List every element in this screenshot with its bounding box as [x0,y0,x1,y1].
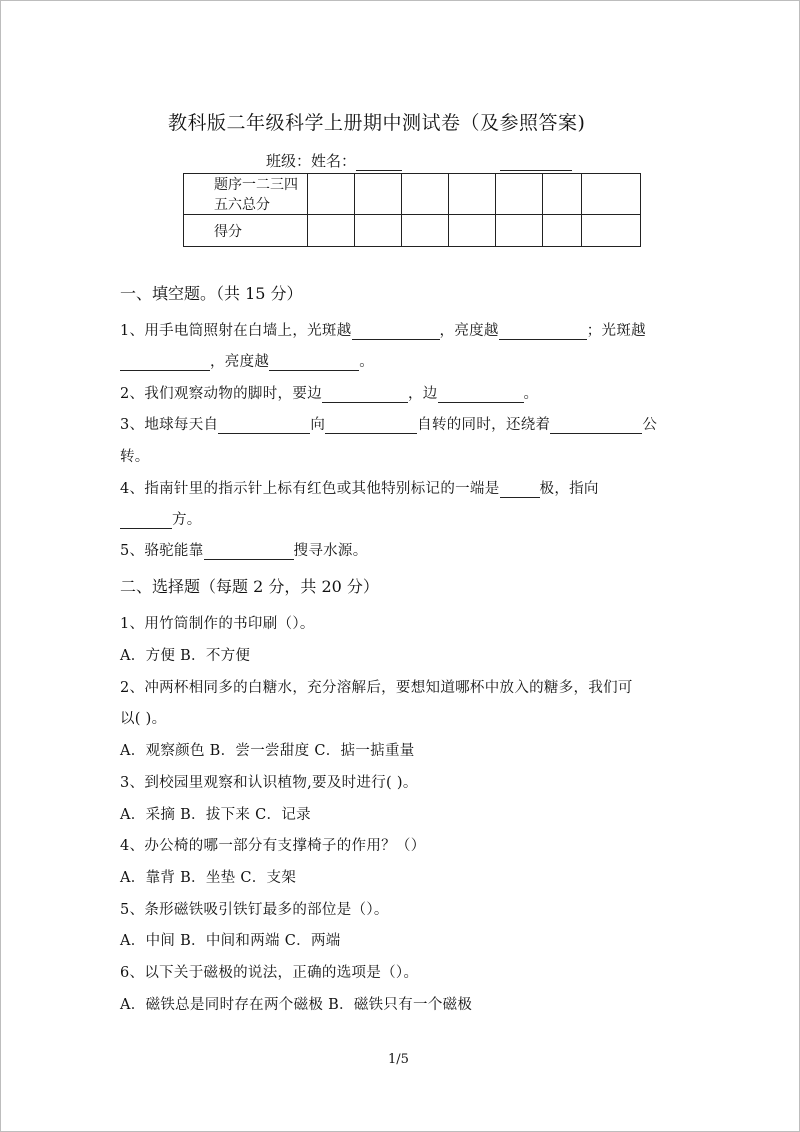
question-text: 向 [310,417,326,433]
section1-q3-line1 [120,413,657,434]
section2-q2-line2: 以( )。 [120,711,167,727]
question-text: 极，指向 [539,481,599,497]
class-name-label: 班级：姓名： [266,152,357,170]
section2-q6-options: A．磁铁总是同时存在两个磁极 B．磁铁只有一个磁极 [120,997,473,1013]
score-table-score-label: 得分 [184,215,308,247]
question-text: ，边 [407,386,438,402]
section1-q4-line2 [120,508,202,529]
section2-q6: 6、以下关于磁极的说法，正确的选项是（）。 [120,965,419,981]
answer-blank[interactable] [204,544,294,560]
question-text: 方。 [172,512,202,528]
score-cell [449,174,496,215]
answer-blank[interactable] [352,324,440,340]
question-text: 1、用手电筒照射在白墙上，光斑越 [120,323,352,339]
question-text: 。 [523,386,539,402]
section1-q3-line2: 转。 [120,449,150,465]
score-cell [496,174,543,215]
score-cell[interactable] [308,215,355,247]
class-name-line [266,150,572,171]
answer-blank[interactable] [218,418,310,434]
question-text: 5、骆驼能靠 [120,543,204,559]
section2-q3-options: A．采摘 B．拔下来 C．记录 [120,807,311,823]
answer-blank[interactable] [550,418,642,434]
section2-q5: 5、条形磁铁吸引铁钉最多的部位是（）。 [120,902,389,918]
section1-q2 [120,382,538,403]
score-table-header-label: 题序一二三四五六总分 [184,174,308,215]
score-table-header-row [184,174,641,215]
score-cell[interactable] [449,215,496,247]
score-cell [543,174,582,215]
score-cell [308,174,355,215]
question-text: 搜寻水源。 [293,543,368,559]
question-text: ；光斑越 [586,323,646,339]
answer-blank[interactable] [325,418,417,434]
answer-blank[interactable] [438,387,524,403]
question-text: 自转的同时，还绕着 [417,417,551,433]
answer-blank[interactable] [499,324,587,340]
section2-q5-options: A．中间 B．中间和两端 C．两端 [120,933,341,949]
score-table [183,173,641,247]
class-blank[interactable] [500,154,572,171]
question-text: 3、地球每天自 [120,417,219,433]
answer-blank[interactable] [269,355,359,371]
section2-q1-options: A．方便 B．不方便 [120,648,251,664]
section2-q2-line1: 2、冲两杯相同多的白糖水，充分溶解后，要想知道哪杯中放入的糖多，我们可 [120,680,633,696]
answer-blank[interactable] [500,482,540,498]
section2-q1: 1、用竹筒制作的书印刷（）。 [120,616,315,632]
exam-title: 教科版二年级科学上册期中测试卷（及参照答案) [168,112,586,134]
score-cell[interactable] [543,215,582,247]
question-text: 。 [359,354,375,370]
section2-q2-options: A．观察颜色 B．尝一尝甜度 C．掂一掂重量 [120,743,415,759]
section2-q4-options: A．靠背 B．坐垫 C．支架 [120,870,297,886]
question-text: 公 [642,417,658,433]
section1-q1-line2 [120,350,374,371]
section1-q1-line1 [120,319,646,340]
question-text: ，亮度越 [439,323,499,339]
score-cell [582,174,641,215]
score-cell [402,174,449,215]
score-table-score-row [184,215,641,247]
score-cell[interactable] [496,215,543,247]
section1-q4-line1 [120,477,599,498]
score-cell[interactable] [582,215,641,247]
section2-q3: 3、到校园里观察和认识植物,要及时进行( )。 [120,775,418,791]
question-text: 2、我们观察动物的脚时，要边 [120,386,322,402]
section1-q5 [120,539,368,560]
section2-q4: 4、办公椅的哪一部分有支撑椅子的作用？（） [120,838,426,854]
score-cell [355,174,402,215]
name-blank[interactable] [356,154,402,171]
answer-blank[interactable] [120,355,210,371]
score-cell[interactable] [402,215,449,247]
page-number: 1/5 [388,1052,409,1067]
question-text: ，亮度越 [210,354,270,370]
section1-heading: 一、填空题。（共 15 分） [120,284,303,303]
score-cell[interactable] [355,215,402,247]
question-text: 4、指南针里的指示针上标有红色或其他特别标记的一端是 [120,481,500,497]
answer-blank[interactable] [120,513,172,529]
section2-heading: 二、选择题（每题 2 分，共 20 分） [120,577,379,596]
answer-blank[interactable] [322,387,408,403]
